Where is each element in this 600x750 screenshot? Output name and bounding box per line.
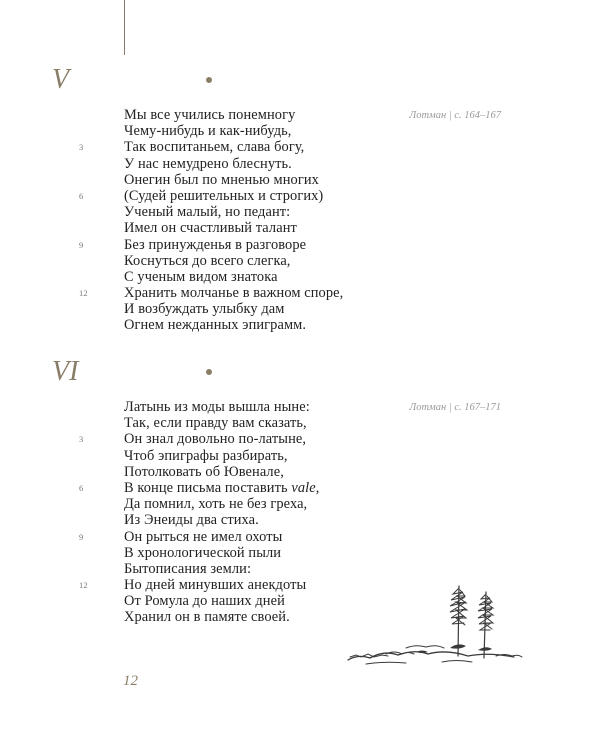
line-text-main: Чтоб эпиграфы разбирать, — [124, 447, 288, 464]
verse-line — [0, 464, 600, 480]
verse-line — [0, 529, 600, 545]
line-text — [124, 285, 343, 301]
verse-line — [0, 139, 600, 155]
top-rule — [124, 0, 125, 55]
line-text-italic: vale — [291, 479, 316, 496]
line-text-main: Он рыться не имел охоты — [124, 528, 283, 545]
verse-line — [0, 220, 600, 236]
verse-line — [0, 188, 600, 204]
line-number: 3 — [79, 142, 84, 153]
page-number: 12 — [123, 673, 138, 689]
line-number: 6 — [79, 482, 84, 493]
line-number: 9 — [79, 531, 84, 542]
verse-line — [0, 156, 600, 172]
line-text — [124, 496, 307, 512]
line-text-main: Он знал довольно по-латыне, — [124, 431, 307, 448]
line-text — [124, 139, 304, 155]
verse-line — [0, 107, 600, 123]
line-text — [124, 220, 297, 236]
verse-line — [0, 317, 600, 333]
verse-line — [0, 237, 600, 253]
verse-line — [0, 545, 600, 561]
line-text-main: Коснуться до всего слегка, — [124, 252, 291, 269]
line-text — [124, 156, 292, 172]
line-text — [124, 593, 285, 609]
tree-sketch-icon — [346, 578, 526, 668]
line-text-main: Из Энеиды два стиха. — [124, 512, 259, 529]
verse-line — [0, 561, 600, 577]
line-text-main: И возбуждать улыбку дам — [124, 301, 285, 318]
line-text — [124, 512, 259, 528]
line-text — [124, 204, 290, 220]
stanza-dot-ornament — [206, 77, 212, 83]
line-text-main: Мы все учились понемногу — [124, 107, 296, 123]
line-text — [124, 399, 310, 415]
verse-line — [0, 301, 600, 317]
line-number: 12 — [79, 580, 88, 591]
line-text — [124, 188, 323, 204]
verse-lines — [0, 107, 600, 334]
line-text-main: У нас немудрено блеснуть. — [124, 155, 292, 172]
line-text — [124, 415, 307, 431]
verse-line — [0, 399, 600, 415]
line-text-main: Потолковать об Ювенале, — [124, 463, 284, 480]
lotman-reference: Лотман | с. 164–167 — [409, 110, 501, 121]
line-text-after: , — [315, 479, 320, 496]
line-text-main: (Судей решительных и строгих) — [124, 187, 324, 204]
line-text-main: Так, если правду вам сказать, — [124, 415, 307, 432]
line-number: 6 — [79, 190, 84, 201]
line-number: 12 — [79, 288, 88, 299]
line-text-main: Хранил он в памяте своей. — [124, 609, 290, 626]
line-text-main: Хранить молчанье в важном споре, — [124, 285, 344, 302]
line-text — [124, 464, 284, 480]
line-text — [124, 317, 306, 333]
line-text — [124, 577, 306, 593]
line-text — [124, 529, 282, 545]
line-number: 3 — [79, 434, 84, 445]
line-text-main: Имел он счастливый талант — [124, 220, 297, 237]
line-text-main: Ученый малый, но педант: — [124, 204, 291, 221]
verse-line — [0, 448, 600, 464]
line-text-main: Но дней минувших анекдоты — [124, 577, 307, 594]
line-text — [124, 448, 288, 464]
line-text — [124, 269, 278, 285]
line-text — [124, 107, 295, 123]
verse-line — [0, 204, 600, 220]
verse-line — [0, 269, 600, 285]
stanza-dot-ornament — [206, 369, 212, 375]
line-text-main: От Ромула до наших дней — [124, 593, 285, 610]
line-text — [124, 237, 306, 253]
line-text-main: Бытописания земли: — [124, 560, 252, 577]
line-text-main: Чему-нибудь и как-нибудь, — [124, 123, 292, 140]
line-text — [124, 545, 281, 561]
line-text — [124, 431, 306, 447]
line-text — [124, 561, 251, 577]
line-text — [124, 253, 291, 269]
stanza-number: V — [52, 64, 70, 95]
line-text-main: Без принужденья в разговоре — [124, 236, 307, 253]
line-text-main: Так воспитаньем, слава богу, — [124, 139, 305, 156]
verse-line — [0, 285, 600, 301]
verse-line — [0, 480, 600, 496]
line-text-main: В хронологической пыли — [124, 544, 282, 561]
line-text — [124, 609, 290, 625]
verse-line — [0, 415, 600, 431]
verse-line — [0, 496, 600, 512]
line-text-main: Да помнил, хоть не без греха, — [124, 496, 308, 513]
verse-line — [0, 253, 600, 269]
lotman-reference: Лотман | с. 167–171 — [409, 402, 501, 413]
line-number: 9 — [79, 239, 84, 250]
verse-line — [0, 123, 600, 139]
verse-line — [0, 431, 600, 447]
line-text — [124, 301, 285, 317]
line-text-main: В конце письма поставить — [124, 479, 292, 496]
verse-line — [0, 172, 600, 188]
line-text-main: Онегин был по мненью многих — [124, 171, 319, 188]
line-text-main: Огнем нежданных эпиграмм. — [124, 317, 307, 334]
verse-line — [0, 512, 600, 528]
stanza-number: VI — [52, 356, 79, 387]
line-text — [124, 123, 291, 139]
line-text-main: С ученым видом знатока — [124, 268, 278, 285]
line-text-main: Латынь из моды вышла ныне: — [124, 399, 310, 415]
line-text — [124, 172, 319, 188]
line-text — [124, 480, 319, 496]
